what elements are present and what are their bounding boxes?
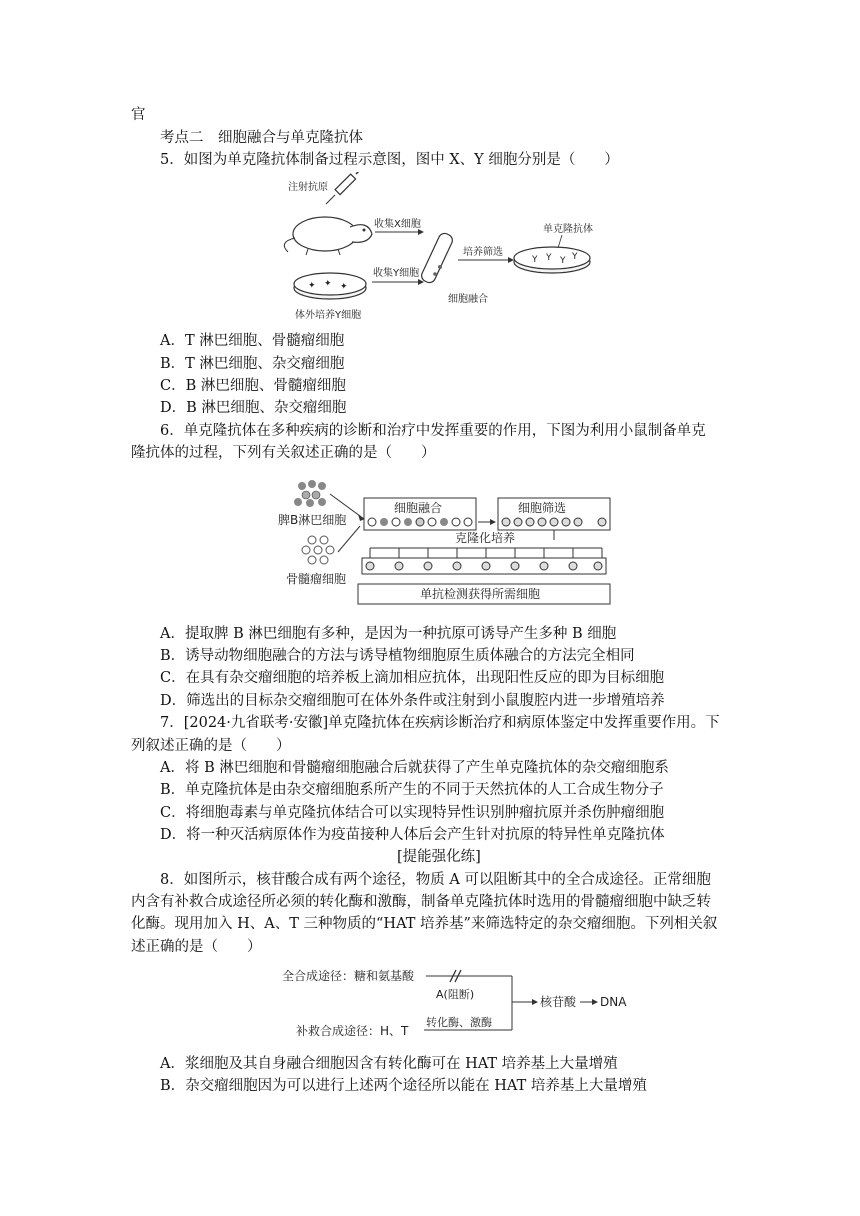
q8-option-a: A．浆细胞及其自身融合细胞因含有转化酶可在 HAT 培养基上大量增殖 [160, 1056, 618, 1072]
q7-option-b: B．单克隆抗体是由杂交瘤细胞系所产生的不同于天然抗体的人工合成生物分子 [160, 782, 664, 798]
q8-stem-line2: 内含有补救合成途径所必须的转化酶和激酶，制备单克隆抗体时选用的骨髓瘤细胞中缺乏转 [131, 894, 711, 910]
q5-collect-x-label: 收集X细胞 [374, 219, 421, 230]
q6-option-b: B．诱导动物细胞融合的方法与诱导植物细胞原生质体融合的方法完全相同 [160, 648, 635, 664]
q6-option-c: C．在具有杂交瘤细胞的培养板上滴加相应抗体，出现阳性反应的即为目标细胞 [160, 670, 665, 686]
b-cell-cluster-icon [294, 480, 326, 507]
q8-salvage-path-label: 补救合成途径：H、T [296, 1024, 409, 1038]
q8-figure [280, 964, 630, 1046]
q5-inject-label: 注射抗原 [288, 182, 328, 193]
q6-fusion-label: 细胞融合 [394, 501, 443, 515]
q8-stem-line4: 述正确的是（ ） [131, 939, 262, 955]
syringe-icon [326, 172, 362, 204]
svg-text:✦: ✦ [324, 279, 332, 289]
q6-stem-line1: 6．单克隆抗体在多种疾病的诊断和治疗中发挥重要的作用，下图为利用小鼠制备单克 [160, 423, 706, 439]
q8-nucleotide-label: 核苷酸 [540, 995, 577, 1009]
q7-stem-line2: 列叙述正确的是（ ） [131, 738, 291, 754]
q6-stem-line2: 隆抗体的过程，下列有关叙述正确的是（ ） [131, 445, 436, 461]
q5-fusion-label: 细胞融合 [448, 294, 488, 305]
q6-option-a: A．提取脾 B 淋巴细胞有多种，是因为一种抗原可诱导产生多种 B 细胞 [160, 626, 617, 642]
q5-stem: 5．如图为单克隆抗体制备过程示意图，图中 X、Y 细胞分别是（ ） [160, 152, 619, 168]
section-title: 考点二 细胞融合与单克隆抗体 [160, 130, 363, 146]
svg-text:Y: Y [560, 256, 566, 266]
petri-dish-y-icon [294, 273, 366, 299]
practice-heading: [提能强化练] [397, 849, 481, 865]
q8-enzymes-label: 转化酶、激酶 [426, 1016, 492, 1029]
svg-text:Y: Y [532, 255, 538, 265]
header-fragment: 官 [131, 107, 146, 123]
q7-stem-line1: 7．[2024·九省联考·安徽]单克隆抗体在疾病诊断治疗和病原体鉴定中发挥重要作用。下 [160, 715, 720, 731]
q7-option-d: D．将一种灭活病原体作为疫苗接种人体后会产生针对抗原的特异性单克隆抗体 [160, 827, 665, 843]
myeloma-cluster-icon [302, 536, 334, 564]
q6-spleen-b-label: 脾B淋巴细胞 [278, 513, 347, 527]
q6-clonal-label: 克隆化培养 [455, 531, 516, 545]
svg-text:✦: ✦ [308, 281, 316, 291]
test-tube-icon [420, 231, 455, 284]
q7-option-c: C．将细胞毒素与单克隆抗体结合可以实现特异性识别肿瘤抗原并杀伤肿瘤细胞 [160, 805, 665, 821]
q8-option-b: B．杂交瘤细胞因为可以进行上述两个途径所以能在 HAT 培养基上大量增殖 [160, 1078, 647, 1094]
fusion-cells-icon [368, 518, 472, 526]
q5-figure [280, 172, 610, 322]
q5-screen-label: 培养筛选 [463, 247, 503, 258]
q8-stem-line1: 8．如图所示，核苷酸合成有两个途径，物质 A 可以阻断其中的全合成途径。正常细胞 [160, 872, 711, 888]
q5-mab-label: 单克隆抗体 [543, 224, 593, 235]
mouse-icon [284, 217, 372, 255]
q6-option-d: D．筛选出的目标杂交瘤细胞可在体外条件或注射到小鼠腹腔内进一步增殖培养 [160, 693, 665, 709]
svg-text:Y: Y [546, 253, 552, 263]
q5-option-c: C．B 淋巴细胞、骨髓瘤细胞 [160, 378, 346, 394]
q8-dna-label: DNA [600, 995, 627, 1009]
q5-culture-y-label: 体外培养Y细胞 [295, 310, 362, 321]
q8-block-label: A(阻断) [436, 988, 475, 1001]
q6-screen-label: 细胞筛选 [518, 501, 567, 515]
q5-option-a: A．T 淋巴细胞、骨髓瘤细胞 [160, 333, 345, 349]
q7-option-a: A．将 B 淋巴细胞和骨髓瘤细胞融合后就获得了产生单克隆抗体的杂交瘤细胞系 [160, 760, 669, 776]
clone-wells-icon [362, 548, 606, 574]
q8-stem-line3: 化酶。现用加入 H、A、T 三种物质的“HAT 培养基”来筛选特定的杂交瘤细胞。下列相关叙 [131, 916, 718, 932]
svg-text:✦: ✦ [340, 282, 348, 292]
q8-full-path-label: 全合成途径：糖和氨基酸 [282, 969, 415, 983]
q5-option-b: B．T 淋巴细胞、杂交瘤细胞 [160, 356, 345, 372]
q6-figure [272, 474, 617, 612]
svg-text:Y: Y [572, 252, 578, 262]
q6-myeloma-label: 骨髓瘤细胞 [286, 572, 347, 586]
q5-collect-y-label: 收集Y细胞 [373, 268, 420, 279]
q6-detection-label: 单抗检测获得所需细胞 [420, 587, 541, 601]
q5-option-d: D．B 淋巴细胞、杂交瘤细胞 [160, 400, 347, 416]
petri-dish-mab-icon [514, 247, 590, 273]
